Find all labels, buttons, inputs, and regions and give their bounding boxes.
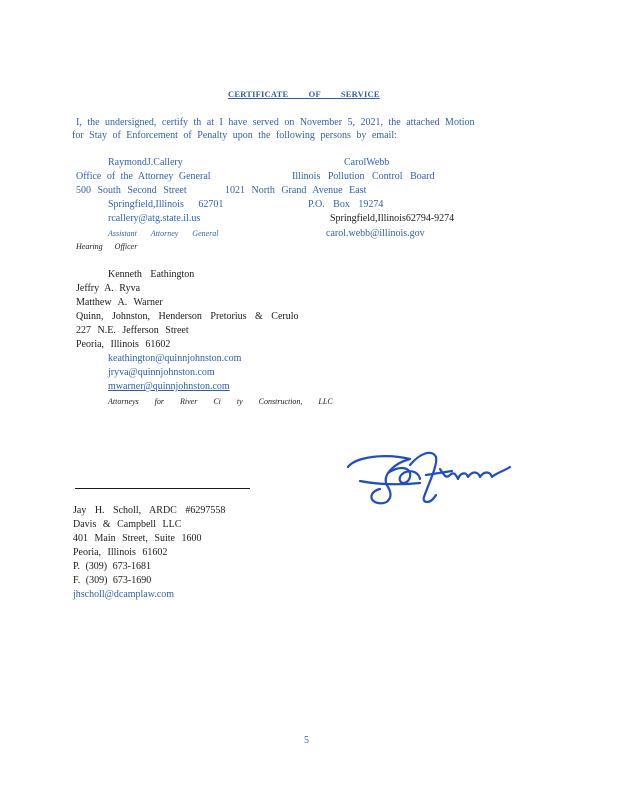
page-number: 5	[304, 735, 309, 746]
signer-line-3: 401 Main Street, Suite 1600	[73, 533, 202, 544]
webb-street: 1021 North Grand Avenue East	[225, 185, 367, 196]
quinn-email-2[interactable]: jryva@quinnjohnston.com	[108, 367, 215, 378]
quinn-firm: Quinn, Johnston, Henderson Pretorius & Cerulo	[76, 311, 299, 322]
handwritten-signature	[340, 445, 520, 515]
signer-line-2: Davis & Campbell LLC	[73, 519, 182, 530]
webb-city: Springfield,Illinois62794-9274	[330, 213, 455, 224]
callery-org: Office of the Attorney General	[76, 171, 211, 182]
document-title: CERTIFICATE OF SERVICE	[228, 89, 380, 99]
signer-phone: P. (309) 673-1681	[73, 561, 151, 572]
quinn-email-3[interactable]: mwarner@quinnjohnston.com	[108, 381, 230, 392]
callery-name: RaymondJ.Callery	[108, 157, 183, 168]
callery-role: Assistant Attorney General	[108, 229, 219, 238]
webb-org: Illinois Pollution Control Board	[292, 171, 435, 182]
signer-email[interactable]: jhscholl@dcamplaw.com	[73, 589, 175, 600]
signer-fax: F. (309) 673-1690	[73, 575, 152, 586]
webb-role: Hearing Officer	[76, 242, 138, 251]
signature-line	[75, 488, 250, 489]
intro-line-2: for Stay of Enforcement of Penalty upon the following persons by email:	[72, 130, 397, 141]
quinn-name-1: Kenneth Eathington	[108, 269, 195, 280]
webb-pobox: P.O. Box 19274	[308, 199, 384, 210]
quinn-email-1[interactable]: keathington@quinnjohnston.com	[108, 353, 242, 364]
quinn-role: Attorneys for River Ci ty Construction, LLC	[108, 397, 333, 406]
callery-city: Springfield,Illinois 62701	[108, 199, 224, 210]
callery-street: 500 South Second Street	[76, 185, 187, 196]
quinn-city: Peoria, Illinois 61602	[76, 339, 171, 350]
quinn-name-3: Matthew A. Warner	[76, 297, 163, 308]
signer-line-1: Jay H. Scholl, ARDC #6297558	[73, 505, 226, 516]
intro-line-1: I, the undersigned, certify th at I have served on November 5, 2021, the attached Motion	[76, 117, 475, 128]
webb-name: CarolWebb	[344, 157, 390, 168]
quinn-street: 227 N.E. Jefferson Street	[76, 325, 189, 336]
callery-email[interactable]: rcallery@atg.state.il.us	[108, 213, 201, 224]
signer-line-4: Peoria, Illinois 61602	[73, 547, 168, 558]
quinn-name-2: Jeffry A. Ryva	[76, 283, 141, 294]
webb-email[interactable]: carol.webb@illinois.gov	[326, 228, 425, 239]
